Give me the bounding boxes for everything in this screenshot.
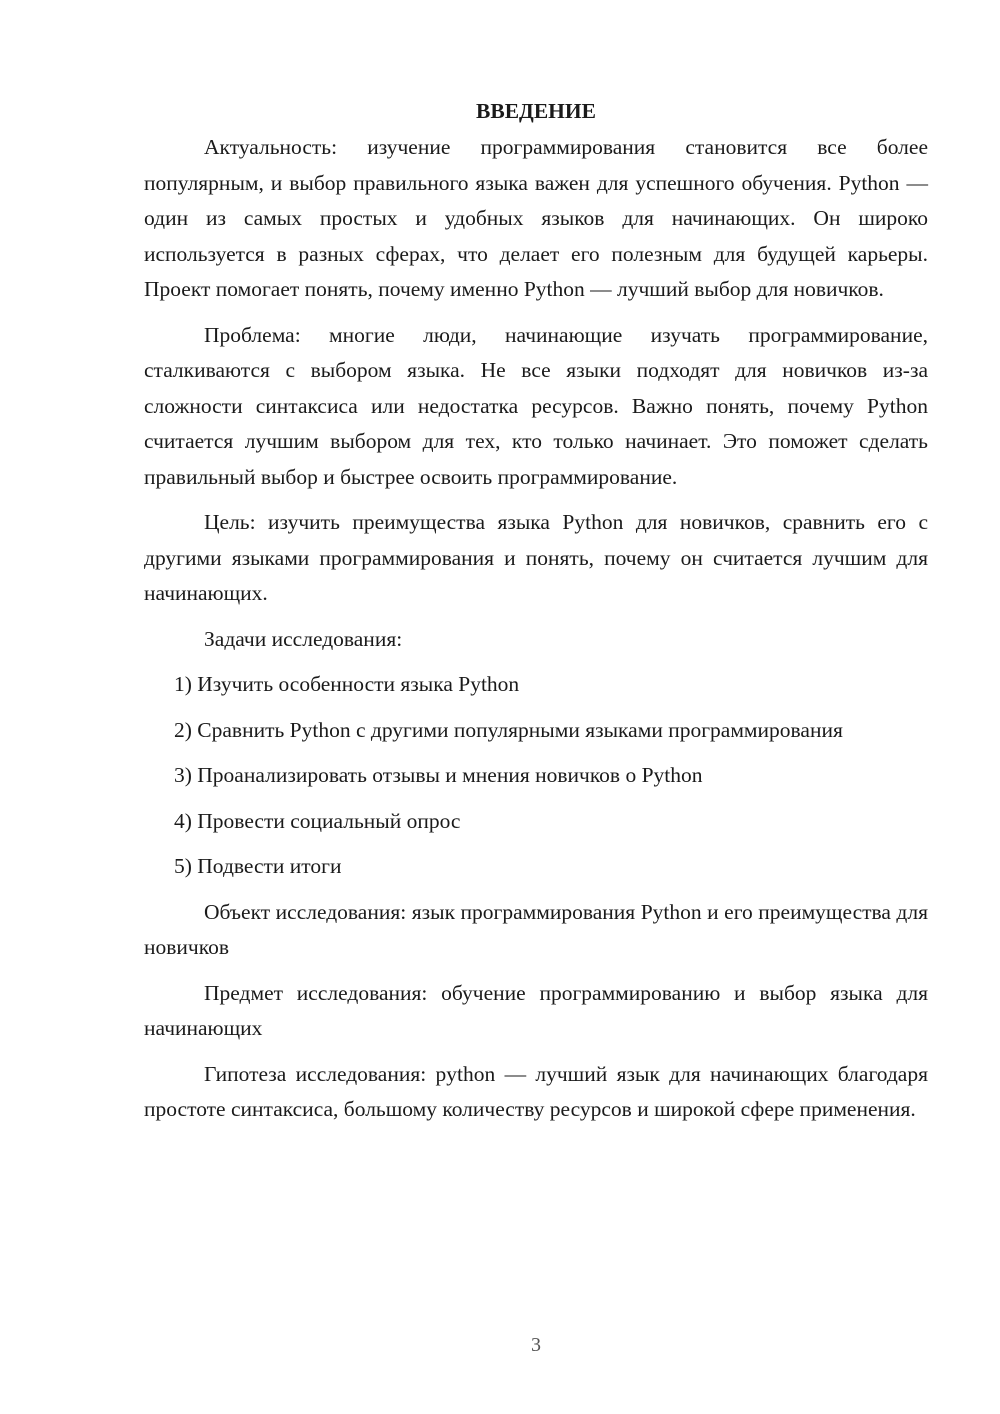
subject-paragraph: Предмет исследования: обучение программированию и выбор языка для начинающих — [144, 980, 928, 1040]
tasks-list — [144, 667, 928, 885]
page-title: ВВЕДЕНИЕ — [476, 99, 596, 123]
goal-paragraph: Цель: изучить преимущества языка Python для новичков, сравнить его с другими языками программирования и понять, почему он считается лучшим для начинающих. — [144, 510, 928, 605]
object-paragraph: Объект исследования: язык программирования Python и его преимущества для новичков — [144, 899, 928, 959]
list-item: 1) Изучить особенности языка Python — [174, 672, 520, 696]
relevance-paragraph: Актуальность: изучение программирования становится все более популярным, и выбор правильного языка важен для успешного обучения. Python — один из самых простых и удобных языков для начинающих. Он широко используется в разных сферах, что делает его полезным для будущей карьеры. Проект помогает понять, почему именно Python — лучший выбор для новичков. — [144, 135, 928, 301]
list-item: 4) Провести социальный опрос — [174, 808, 461, 833]
list-item: 3) Проанализировать отзывы и мнения новичков о Python — [174, 763, 703, 787]
hypothesis-paragraph: Гипотеза исследования: python — лучший язык для начинающих благодаря простоте синтаксиса, большому количеству ресурсов и широкой сфере применения. — [144, 1061, 928, 1121]
problem-paragraph: Проблема: многие люди, начинающие изучать программирование, сталкиваются с выбором языка. Не все языки подходят для новичков из-за сложности синтаксиса или недостатка ресурсов. Важно понять, почему Python считается лучшим выбором для тех, кто только начинает. Это поможет сделать правильный выбор и быстрее освоить программирование. — [144, 322, 928, 489]
tasks-heading: Задачи исследования: — [204, 626, 403, 651]
list-item: 2) Сравнить Python с другими популярными языками программирования — [174, 717, 843, 742]
document-page — [144, 96, 928, 1138]
list-item: 5) Подвести итоги — [174, 854, 342, 878]
page-number: 3 — [531, 1334, 541, 1356]
